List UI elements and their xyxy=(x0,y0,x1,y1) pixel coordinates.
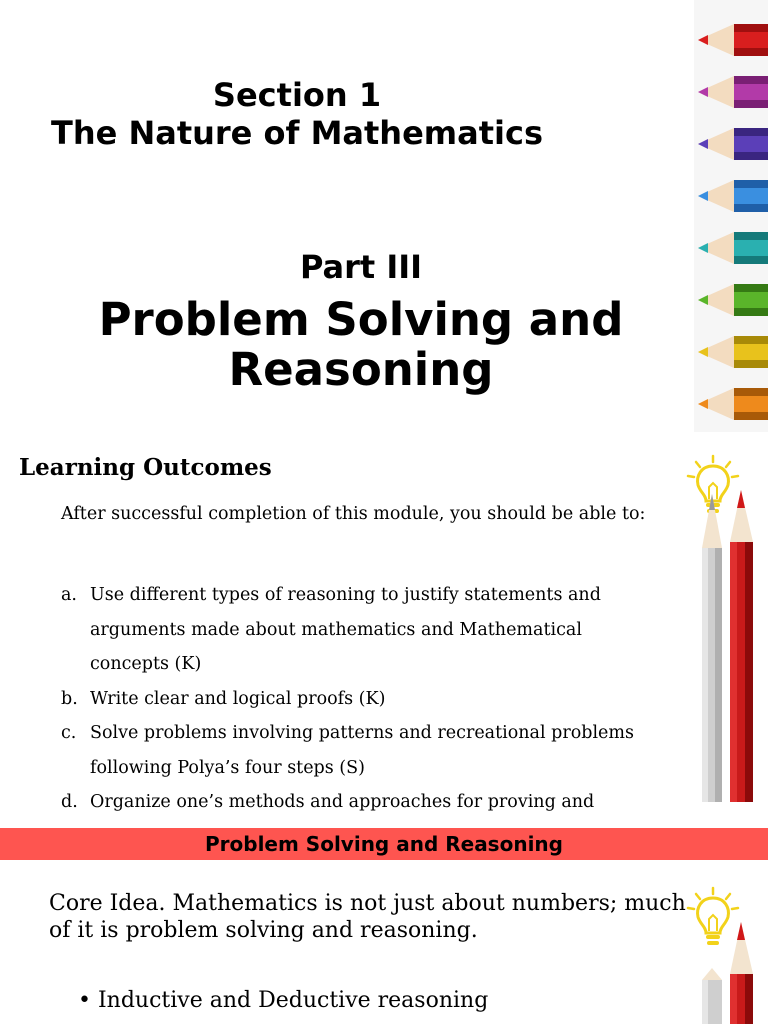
list-item xyxy=(61,682,661,717)
colored-pencils-icon xyxy=(694,0,768,432)
core-idea-text: Core Idea. Mathematics is not just about numbers; much of it is problem solving and reasoning. xyxy=(49,891,686,943)
section-banner xyxy=(0,828,768,860)
part-label: Part III xyxy=(299,248,423,286)
section-title: The Nature of Mathematics xyxy=(50,114,543,152)
pencil-pair-icon xyxy=(698,490,758,804)
title-slide xyxy=(0,0,768,432)
core-idea-slide xyxy=(0,860,768,1024)
bullet-item: • Inductive and Deductive reasoning xyxy=(78,988,489,1013)
outcome-text: Organize one’s methods and approaches for proving and xyxy=(90,792,595,812)
list-marker: c. xyxy=(61,723,77,743)
outcome-text: Use different types of reasoning to justify statements and arguments made about mathematics and Mathematical concepts (K) xyxy=(90,585,601,674)
pencil-pair-icon xyxy=(698,922,758,1024)
list-marker: d. xyxy=(61,792,78,812)
learning-outcomes-heading: Learning Outcomes xyxy=(19,454,272,481)
part-title: Problem Solving and Reasoning xyxy=(98,293,624,396)
learning-outcomes-slide xyxy=(0,432,768,828)
list-item xyxy=(61,716,661,785)
list-marker: b. xyxy=(61,688,78,709)
section-heading xyxy=(22,76,572,152)
outcome-text: Write clear and logical proofs (K) xyxy=(90,688,386,709)
list-marker: a. xyxy=(61,585,77,605)
banner-title: Problem Solving and Reasoning xyxy=(205,832,563,856)
outcomes-list xyxy=(61,578,661,854)
outcome-text: Solve problems involving patterns and recreational problems following Polya’s four steps (S) xyxy=(90,723,634,778)
list-item xyxy=(61,578,661,682)
intro-text: After successful completion of this module, you should be able to: xyxy=(61,504,646,524)
bullet-text: Inductive and Deductive reasoning xyxy=(97,988,489,1013)
section-label: Section 1 xyxy=(212,76,382,114)
